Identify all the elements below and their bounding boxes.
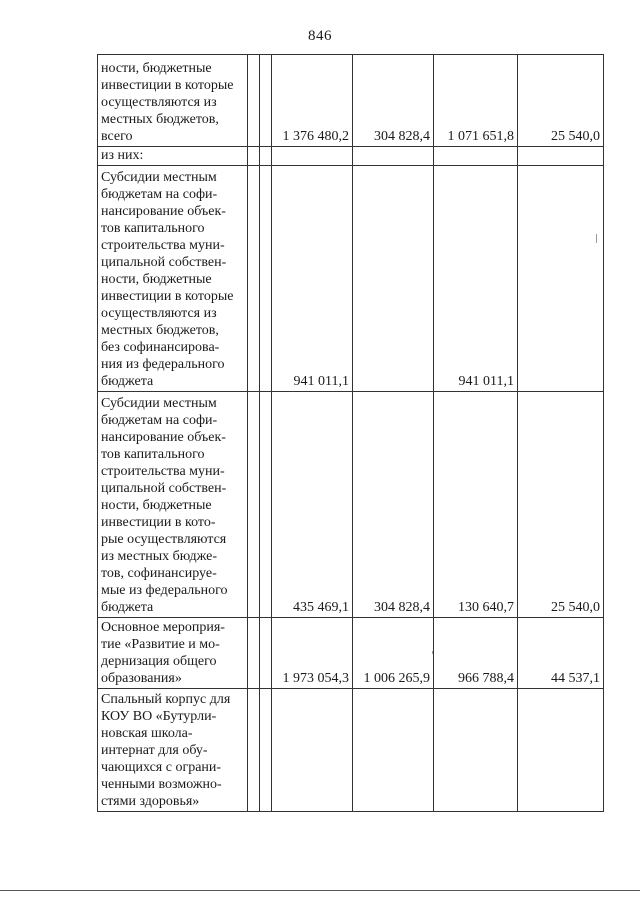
description-line: стями здоровья» xyxy=(101,794,200,809)
description-line: всего xyxy=(101,129,133,144)
empty-cell xyxy=(248,147,260,166)
description-line: Субсидии местным xyxy=(101,170,217,185)
amount-cell: 304 828,4 xyxy=(353,392,434,618)
page-number: 846 xyxy=(308,28,332,44)
row-description xyxy=(98,618,248,689)
amount-cell: 1 071 651,8 xyxy=(434,55,518,147)
amount-cell: 966 788,4 xyxy=(434,618,518,689)
amount-cell xyxy=(518,689,604,812)
amount-cell xyxy=(353,166,434,392)
description-line: рые осуществляются xyxy=(101,532,227,547)
description-line: интернат для обу- xyxy=(101,743,208,758)
amount-cell: 304 828,4 xyxy=(353,55,434,147)
row-description xyxy=(98,689,248,812)
row-description xyxy=(98,147,248,166)
amount-cell: 941 011,1 xyxy=(272,166,353,392)
description-line: осуществляются из xyxy=(101,95,217,110)
amount-cell xyxy=(353,689,434,812)
description-line: строительства муни- xyxy=(101,464,225,479)
table-row xyxy=(98,147,604,166)
description-line: ности, бюджетные xyxy=(101,61,212,76)
description-line: Субсидии местным xyxy=(101,396,217,411)
description-line: ципальной собствен- xyxy=(101,255,227,270)
description-line: строительства муни- xyxy=(101,238,225,253)
empty-cell xyxy=(260,392,272,618)
table-row xyxy=(98,166,604,392)
row-description xyxy=(98,166,248,392)
amount-cell xyxy=(518,147,604,166)
description-line: чающихся с ограни- xyxy=(101,760,222,775)
description-line: нансирование объек- xyxy=(101,430,226,445)
description-line: нансирование объек- xyxy=(101,204,226,219)
amount-cell xyxy=(272,147,353,166)
description-line: без софинансирова- xyxy=(101,340,220,355)
amount-cell: 44 537,1 xyxy=(518,618,604,689)
empty-cell xyxy=(248,689,260,812)
amount-cell: 130 640,7 xyxy=(434,392,518,618)
amount-cell: 25 540,0 xyxy=(518,392,604,618)
table-row xyxy=(98,392,604,618)
description-line: ния из федерального xyxy=(101,357,225,372)
empty-cell xyxy=(260,689,272,812)
empty-cell xyxy=(260,166,272,392)
amount-cell xyxy=(518,166,604,392)
description-line: из местных бюдже- xyxy=(101,549,218,564)
description-line: ципальной собствен- xyxy=(101,481,227,496)
description-line: осуществляются из xyxy=(101,306,217,321)
empty-cell xyxy=(260,618,272,689)
amount-cell: 941 011,1 xyxy=(434,166,518,392)
row-description xyxy=(98,55,248,147)
description-line: тов, софинансируе- xyxy=(101,566,217,581)
description-line: бюджета xyxy=(101,374,154,389)
amount-cell: 1 973 054,3 xyxy=(272,618,353,689)
amount-cell: 1 376 480,2 xyxy=(272,55,353,147)
description-line: местных бюджетов, xyxy=(101,323,219,338)
amount-cell xyxy=(434,147,518,166)
description-line: бюджетам на софи- xyxy=(101,413,218,428)
page-bottom-rule xyxy=(0,890,640,891)
description-line: дернизация общего xyxy=(101,654,217,669)
empty-cell xyxy=(260,147,272,166)
description-line: образования» xyxy=(101,671,182,686)
empty-cell xyxy=(260,55,272,147)
budget-table xyxy=(97,54,604,812)
empty-cell xyxy=(248,166,260,392)
description-line: тов капитального xyxy=(101,447,205,462)
row-description xyxy=(98,392,248,618)
amount-cell xyxy=(272,689,353,812)
amount-cell: 435 469,1 xyxy=(272,392,353,618)
description-line: КОУ ВО «Бутурли- xyxy=(101,709,217,724)
table-row xyxy=(98,689,604,812)
description-line: Спальный корпус для xyxy=(101,692,231,707)
description-line: тие «Развитие и мо- xyxy=(101,637,220,652)
description-line: местных бюджетов, xyxy=(101,112,219,127)
scan-mark xyxy=(432,651,433,654)
description-line: мые из федерального xyxy=(101,583,228,598)
description-line: инвестиции в кото- xyxy=(101,515,216,530)
description-line: инвестиции в которые xyxy=(101,78,234,93)
amount-cell: 1 006 265,9 xyxy=(353,618,434,689)
amount-cell xyxy=(434,689,518,812)
description-line: инвестиции в которые xyxy=(101,289,234,304)
description-line: тов капитального xyxy=(101,221,205,236)
description-line: ченными возможно- xyxy=(101,777,222,792)
amount-cell xyxy=(353,147,434,166)
description-line: ности, бюджетные xyxy=(101,272,212,287)
description-line: бюджета xyxy=(101,600,154,615)
empty-cell xyxy=(248,392,260,618)
table-row xyxy=(98,618,604,689)
empty-cell xyxy=(248,618,260,689)
description-line: из них: xyxy=(101,148,144,163)
description-line: Основное мероприя- xyxy=(101,620,225,635)
description-line: ности, бюджетные xyxy=(101,498,212,513)
scan-mark xyxy=(596,234,597,243)
description-line: бюджетам на софи- xyxy=(101,187,218,202)
description-line: новская школа- xyxy=(101,726,193,741)
table-row xyxy=(98,55,604,147)
empty-cell xyxy=(248,55,260,147)
amount-cell: 25 540,0 xyxy=(518,55,604,147)
